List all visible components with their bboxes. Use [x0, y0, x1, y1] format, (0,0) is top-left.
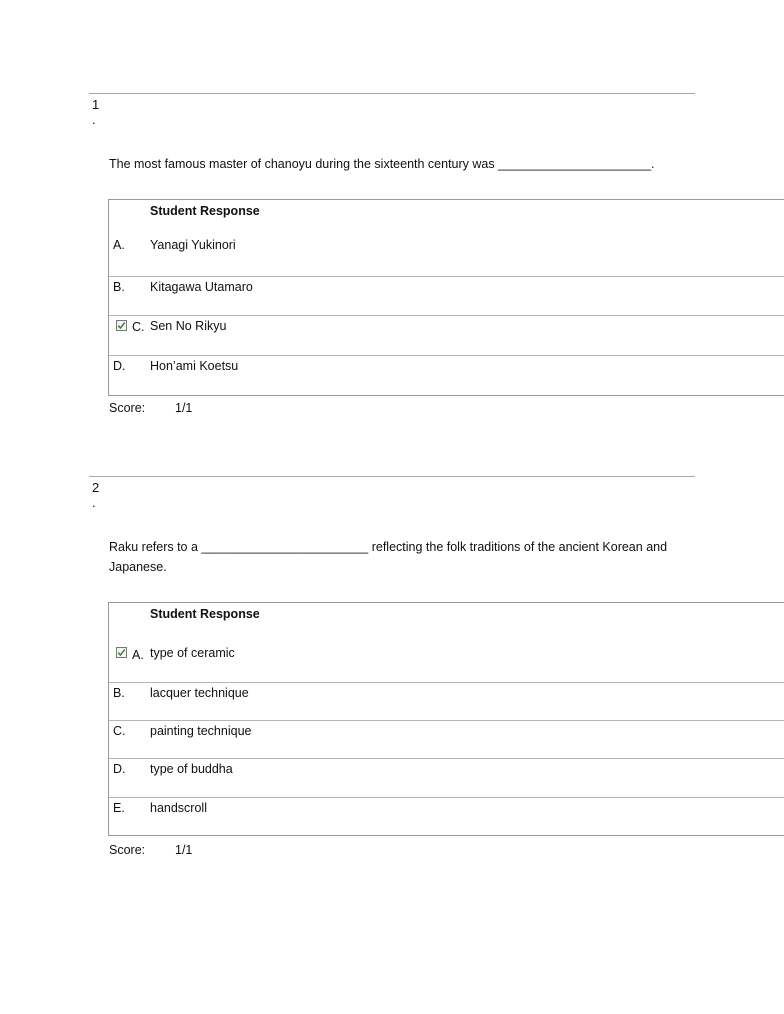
question-divider	[89, 476, 695, 477]
option-letter: B.	[113, 280, 125, 294]
question-divider	[89, 93, 695, 94]
option-letter: D.	[113, 359, 126, 373]
response-table	[108, 602, 784, 836]
option-text: type of ceramic	[150, 646, 235, 660]
score-value: 1/1	[175, 843, 193, 857]
option-row[interactable]	[109, 720, 784, 738]
option-letter: A.	[113, 238, 125, 252]
option-text: painting technique	[150, 724, 252, 738]
checked-box-icon	[116, 320, 127, 331]
option-text: Hon’ami Koetsu	[150, 359, 239, 373]
option-row[interactable]	[109, 355, 784, 373]
response-table	[108, 199, 784, 396]
question-number-dot: .	[92, 112, 96, 127]
option-letter: A.	[132, 648, 144, 662]
response-header: Student Response	[150, 204, 260, 218]
option-letter: C.	[132, 320, 145, 334]
option-text: type of buddha	[150, 762, 233, 776]
question-number-dot: .	[92, 495, 96, 510]
score-value: 1/1	[175, 401, 193, 415]
option-text: lacquer technique	[150, 686, 249, 700]
score-label: Score:	[109, 401, 146, 415]
question-text: The most famous master of chanoyu during the sixteenth century was ______________________.	[109, 157, 655, 171]
option-letter: E.	[113, 801, 125, 815]
option-text: handscroll	[150, 801, 207, 815]
score-label: Score:	[109, 843, 146, 857]
option-text: Kitagawa Utamaro	[150, 280, 253, 294]
question-number: 1	[92, 97, 100, 112]
option-text: Sen No Rikyu	[150, 319, 227, 333]
option-row-selected[interactable]	[109, 315, 784, 334]
option-letter: C.	[113, 724, 126, 738]
question-number: 2	[92, 480, 100, 495]
option-letter: B.	[113, 686, 125, 700]
option-row[interactable]	[109, 682, 784, 700]
response-header: Student Response	[150, 607, 260, 621]
question-text: Raku refers to a ________________________ reflecting the folk traditions of the ancient Korean and Japanese.	[109, 540, 668, 574]
option-row[interactable]	[109, 797, 784, 815]
option-row[interactable]	[109, 758, 784, 776]
option-letter: D.	[113, 762, 126, 776]
option-text: Yanagi Yukinori	[150, 238, 236, 252]
option-row[interactable]	[109, 276, 784, 294]
checked-box-icon	[116, 647, 127, 658]
